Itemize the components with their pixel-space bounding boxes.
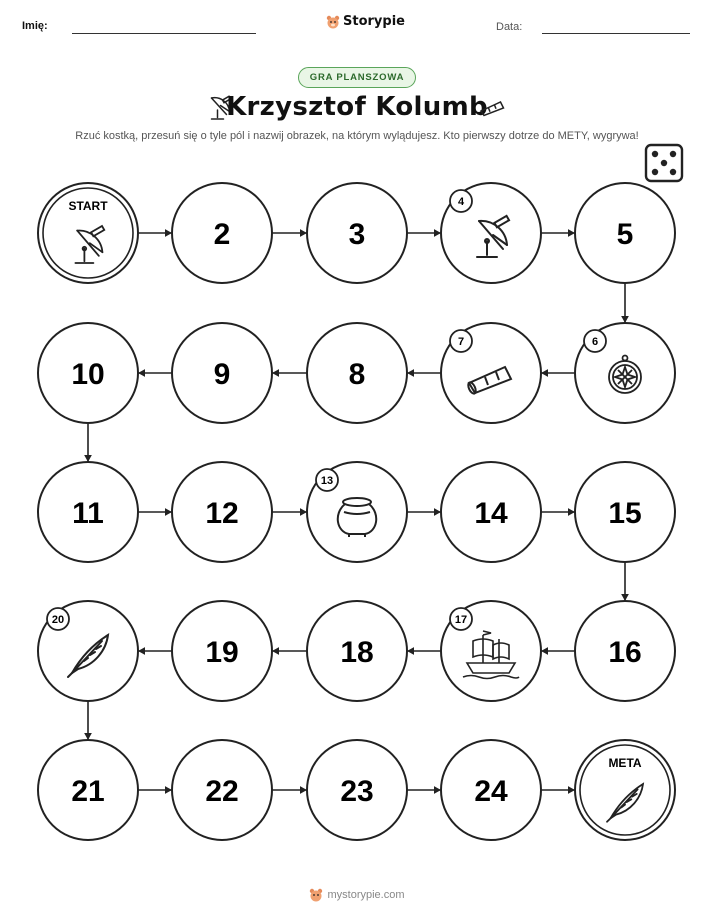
brand-name: Storypie bbox=[343, 14, 405, 29]
cell-number: 11 bbox=[72, 497, 104, 530]
cell-number: 3 bbox=[348, 218, 366, 251]
board-cell[interactable] bbox=[441, 462, 541, 562]
path-arrow bbox=[541, 647, 575, 655]
cell-number: 6 bbox=[591, 336, 599, 348]
path-arrow bbox=[138, 786, 172, 794]
board-cell[interactable] bbox=[172, 323, 272, 423]
cell-number: 4 bbox=[457, 196, 465, 208]
path-arrow bbox=[621, 562, 629, 601]
board-cell[interactable] bbox=[38, 601, 138, 701]
cell-number: 8 bbox=[348, 358, 366, 391]
cell-number: 22 bbox=[205, 775, 239, 808]
board-cell[interactable] bbox=[307, 601, 407, 701]
footer-url: mystorypie.com bbox=[327, 889, 405, 901]
board-cell[interactable] bbox=[441, 183, 541, 283]
board-cell[interactable] bbox=[38, 740, 138, 840]
board-cell[interactable] bbox=[307, 183, 407, 283]
cell-number: 18 bbox=[340, 636, 374, 669]
board-cell[interactable] bbox=[38, 462, 138, 562]
board-cell[interactable] bbox=[441, 323, 541, 423]
cell-label: START bbox=[68, 199, 108, 213]
cell-number: 17 bbox=[454, 614, 468, 626]
path-arrow bbox=[272, 508, 307, 516]
board-cell[interactable] bbox=[307, 462, 407, 562]
footer bbox=[0, 888, 714, 902]
board-cell[interactable] bbox=[441, 740, 541, 840]
path-arrow bbox=[541, 229, 575, 237]
bear-icon bbox=[309, 888, 323, 902]
path-arrow bbox=[272, 229, 307, 237]
path-arrow bbox=[272, 647, 307, 655]
cell-number: 16 bbox=[608, 636, 642, 669]
path-arrow bbox=[138, 508, 172, 516]
board-cell[interactable] bbox=[172, 183, 272, 283]
cell-number: 14 bbox=[474, 497, 508, 530]
board-cell[interactable] bbox=[575, 183, 675, 283]
cell-number: 20 bbox=[51, 614, 65, 626]
cell-number: 2 bbox=[213, 218, 231, 251]
path-arrow bbox=[272, 786, 307, 794]
board-cell[interactable] bbox=[172, 462, 272, 562]
cell-number: 12 bbox=[205, 497, 239, 530]
path-arrow bbox=[84, 423, 92, 462]
path-arrow bbox=[138, 647, 172, 655]
cell-number: 7 bbox=[457, 336, 465, 348]
page-title: Krzysztof Kolumb bbox=[226, 92, 488, 122]
board-cell[interactable] bbox=[441, 601, 541, 701]
board-cell[interactable] bbox=[575, 601, 675, 701]
instructions: Rzuć kostką, przesuń się o tyle pól i nazwij obrazek, na którym wylądujesz. Kto pierwszy dotrze do METY, wygrywa! bbox=[75, 130, 639, 142]
cell-number: 13 bbox=[320, 475, 334, 487]
date-label: Data: bbox=[496, 21, 523, 33]
path-arrow bbox=[407, 647, 441, 655]
cell-number: 23 bbox=[340, 775, 374, 808]
path-arrow bbox=[138, 229, 172, 237]
cell-number: 24 bbox=[474, 775, 508, 808]
cell-number: 15 bbox=[608, 497, 642, 530]
path-arrow bbox=[407, 369, 441, 377]
path-arrow bbox=[407, 229, 441, 237]
cell-label: META bbox=[608, 756, 642, 770]
path-arrow bbox=[407, 508, 441, 516]
path-arrow bbox=[138, 369, 172, 377]
path-arrow bbox=[541, 786, 575, 794]
cell-number: 10 bbox=[71, 358, 105, 391]
path-arrow bbox=[84, 701, 92, 740]
game-type-badge: GRA PLANSZOWA bbox=[298, 67, 416, 88]
board-cell[interactable] bbox=[575, 462, 675, 562]
path-arrow bbox=[407, 786, 441, 794]
cell-number: 21 bbox=[71, 775, 105, 808]
board-cell[interactable] bbox=[172, 740, 272, 840]
start-cell[interactable] bbox=[38, 183, 138, 283]
path-arrow bbox=[621, 283, 629, 323]
board-cell[interactable] bbox=[307, 323, 407, 423]
cell-number: 19 bbox=[205, 636, 239, 669]
path-arrow bbox=[272, 369, 307, 377]
board-cell[interactable] bbox=[172, 601, 272, 701]
cell-number: 9 bbox=[213, 358, 231, 391]
board-cell[interactable] bbox=[307, 740, 407, 840]
finish-cell[interactable] bbox=[575, 740, 675, 840]
path-arrow bbox=[541, 369, 575, 377]
name-label: Imię: bbox=[22, 20, 48, 32]
board-cell[interactable] bbox=[38, 323, 138, 423]
cell-number: 5 bbox=[616, 218, 634, 251]
path-arrow bbox=[541, 508, 575, 516]
board-cell[interactable] bbox=[575, 323, 675, 423]
